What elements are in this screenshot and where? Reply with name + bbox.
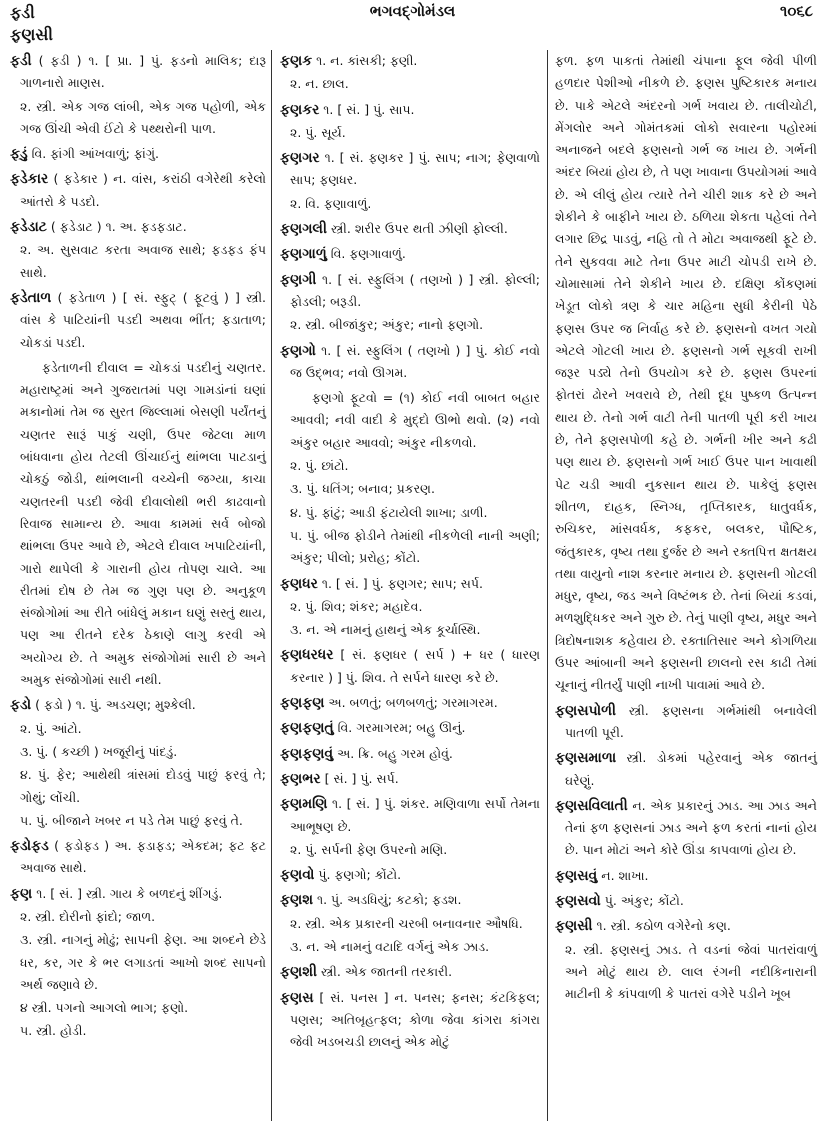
dictionary-entry [280, 692, 540, 714]
headword: ફણસવું [555, 867, 598, 884]
definition-text: [ સં. ફણધર ( સર્પ ) + ધર ( ધારણ કરનાર ) ] પું. શિવ. તે સર્પને ધારણ કરે છે. [290, 647, 540, 685]
headword: ફણગો [280, 342, 316, 359]
dictionary-entry [280, 50, 540, 72]
definition-text: ૨. પું. આંટો. [20, 720, 82, 736]
dictionary-entry [555, 915, 817, 937]
definition-text: ( ફડો ) ૧. પું. અડચણ; મુશ્કેલી. [31, 697, 196, 713]
definition-text: ૨. સ્ત્રી. બીજાંકુર; અંકુર; નાનો ફણગો. [290, 317, 484, 333]
headword: ફણભર [280, 770, 321, 787]
headword: ફણવો [280, 867, 315, 884]
definition-text: વિ. ફાંગી આંખવાળું; ફાંગું. [27, 146, 159, 162]
definition-text: ( ફડી ) ૧. [ પ્રા. ] પું. ફડનો માલિક; દારૂ ગાળનારો માણસ. [20, 53, 266, 91]
definition-text: ૨. વિ. ફણાવાળું. [290, 195, 372, 211]
page-number: ૧૦૬૮ [779, 2, 813, 20]
definition-text: ન. એક પ્રકારનું ઝાડ. આ ઝાડ અને તેનાં ફળ ફણસનાં ઝાડ અને ફળ કરતાં નાનાં હોય છે. પાન મોટાં અને કોરે ઊંડા કાપવાળાં હોય છે. [565, 797, 817, 858]
dictionary-entry [10, 50, 266, 95]
definition-text: ( ફડોફડ ) અ. ફડાફડ; એકદમ; ફટ ફટ અવાજ સાથે. [20, 838, 266, 876]
headword: ફણશ [280, 892, 313, 909]
entry-sense [10, 764, 266, 809]
headword: ફડેકાર [10, 171, 49, 188]
entry-sense [10, 96, 266, 141]
definition-text: ૩. પું. ( કચ્છી ) ખજૂરીનું પાંદડું. [20, 743, 178, 759]
definition-text: ૧. [ સં. ] પું. સાપ. [319, 101, 415, 117]
headword: ફણધર [280, 575, 318, 592]
entry-sense [280, 193, 540, 215]
definition-text: વિ. ફણગાવાળું. [326, 246, 406, 262]
entry-sense [280, 619, 540, 641]
guide-word-last: ફણસી [10, 25, 53, 44]
dictionary-entry [555, 890, 817, 912]
definition-text: ફડેતાળની દીવાલ = ચોકડાં પડદીનું ચણતર. મહારાષ્ટ્રમાં અને ગુજરાતમાં પણ ગામડાંનાં ઘણાં મકાનોમાં તેમ જ સુરત જિલ્લામાં બેસણી પર્યંતનું ચણતર સારૂં પાકું ચણી, ઉપર જેટલા માળ બાંધવાના હોય તેટલી ઊંચાઈનું થાંભલા પાટડાનું ચોકઠું જોડી, થાંભલાની વચ્ચેની જગ્યા, કાચા ચણતરની પડદી જેવી દીવાલોથી ભરી કાઢવાનો રિવાજ સામાન્ય છે. આવા કામમાં સર્વ બોજો થાંભલા ઉપર આવે છે, એટલે દીવાલ ખપાટિયાંની, ગારો થાપેલી કે ગારાની હોય તોપણ ચાલે. આ રીતમાં દોષ છે તેમ જ ગુણ પણ છે. અનુકૂળ સંજોગોમાં આ રીતે બાંધેલું મકાન ઘણું સસ્તું થાય, પણ આ રીતને દરેક ઠેકાણે લાગુ કરવી એ અયોગ્ય છે. તે અમુક સંજોગોમાં સારી છે અને અમુક સંજોગોમાં સારી નથી. [20, 359, 266, 688]
entry-sense [280, 502, 540, 524]
definition-text: અ. ક્રિ. બહુ ગરમ હોવું. [333, 745, 453, 761]
guide-word-first: ફડી [10, 3, 35, 22]
headword: ફણકર [280, 101, 320, 118]
definition-text: સ્ત્રી. એક જાતની તરકારી. [317, 964, 453, 980]
headword: ફણગર [280, 150, 320, 167]
dictionary-entry [280, 889, 540, 911]
entry-sense [280, 73, 540, 95]
definition-text: ન. શાખા. [597, 867, 649, 883]
headword: ફડોફડ [10, 838, 49, 855]
definition-text: સ્ત્રી. શરીર ઉપર થતી ઝીણી ફોલ્લી. [327, 221, 508, 237]
column-divider [271, 50, 272, 1121]
definition-text: ૧. [ સં. ફણકર ] પું. સાપ; નાગ; ફેણવાળો સાપ; ફણધર. [290, 150, 540, 188]
entry-sense [280, 913, 540, 935]
definition-text: ૨. પું. છાંટો. [290, 458, 349, 474]
dictionary-entry [555, 795, 817, 862]
definition-text: ૩. સ્ત્રી. નાગનું મોઢું; સાપની ફેણ. આ શબ્દને છેડે ધર, કર, ગર કે ભર લગાડતાં આખો શબ્દ સાપનો અર્થ જણાવે છે. [20, 932, 266, 992]
entry-sense [280, 596, 540, 618]
entry-sense [280, 122, 540, 144]
dictionary-entry [280, 644, 540, 689]
entry-sense [10, 718, 266, 740]
definition-text: ૨. અ. સુસવાટ કરતા અવાજ સાથે; ફડફડ ફંપ સાથે. [20, 242, 266, 280]
definition-text: ૧. [ સં. સ્ફુલિંગ ( તણખો ) ] સ્ત્રી. ફોલ્લી; ફોડલી; બરૂડી. [290, 271, 540, 309]
definition-text: અ. બળતું; બળબળતું; ગરમાગરમ. [324, 695, 498, 711]
dictionary-entry [280, 743, 540, 765]
dictionary-entry [10, 835, 266, 880]
definition-text: પું. ફણગો; કોંટો. [314, 867, 402, 883]
definition-text: ૪. પું. ફેર; આથેથી ત્રાંસમાં દોડવું પાછું ફરવું તે; ગોથું; લોંચી. [20, 767, 266, 805]
definition-text: ( ફડેતાળ ) [ સં. સ્ફુટ્ ( ફૂટવું ) ] સ્ત્રી. વાંસ કે પાટિયાંની પડદી અથવા ભીંત; ફડાતાળ; ચોકડાં પડદી. [20, 289, 266, 350]
definition-text: ૧. [ સં. ] પું. ફણગર; સાપ; સર્પ. [317, 575, 484, 591]
column-divider [547, 50, 548, 1121]
dictionary-entry [280, 961, 540, 983]
definition-text: ૧. ન. કાંસકી; ફણી. [312, 53, 418, 68]
definition-text: ૨. સ્ત્રી. દોરીનો ફાંદો; જાળ. [20, 908, 156, 924]
headword: ફણફણવું [280, 745, 334, 762]
definition-text: પું. અંકુર; કોંટો. [600, 892, 684, 908]
definition-text: ૩. ન. એ નામનું વટાદિ વર્ગનું એક ઝાડ. [290, 938, 490, 954]
definition-text: ૫. પું. બીજ ફોડીને તેમાંથી નીકળેલી નાની અણી; અંકુર; પીલો; પ્રરોહ; કોંટો. [290, 527, 540, 566]
headword: ફડેડાટ [10, 219, 47, 236]
headword: ફણગી [280, 271, 317, 288]
dictionary-entry [280, 99, 540, 121]
dictionary-entry [280, 864, 540, 886]
definition-text: [ સં. ] પું. સર્પ. [320, 770, 399, 786]
dictionary-entry [555, 865, 817, 887]
dictionary-entry [280, 147, 540, 192]
dictionary-entry [280, 269, 540, 314]
headword: ફણસપોળી [555, 702, 617, 719]
dictionary-entry [555, 700, 817, 745]
headword: ફડું [10, 146, 28, 163]
headword: ફણ [10, 885, 33, 902]
definition-text: વિ. ગરમાગરમ; બહુ ઊનું. [333, 720, 466, 736]
headword: ફણસવો [555, 892, 601, 909]
definition-text: ૧. [ સં. ] પું. શંકર. મણિવાળા સર્પો તેમના આભૂષણ છે. [290, 796, 540, 834]
definition-text: ૨. પું. સૂર્ય. [290, 124, 346, 140]
dictionary-entry [555, 747, 817, 792]
dictionary-entry [280, 340, 540, 385]
definition-text: ૧. સ્ત્રી. કઠોળ વગેરેનો કણ. [592, 918, 731, 934]
dictionary-entry [10, 168, 266, 213]
headword: ફણસમાળા [555, 750, 617, 767]
definition-text: ૨. પું. શિવ; શંકર; મહાદેવ. [290, 598, 423, 614]
entry-sense [280, 455, 540, 477]
entry-sense [10, 929, 266, 996]
headword: ફડેતાળ [10, 289, 52, 306]
headword: ફણફણતું [280, 720, 334, 737]
headword: ફણધરધર [280, 647, 334, 664]
definition-text: [ સં. પનસ ] ન. પનસ; ફનસ; કંટકિફલ; પણસ; અતિબૃહત્ફલ; કોળા જેવા કાંગરા કાંગરા જેવી ખડબચડી છાલનું એક મોટું [290, 989, 540, 1050]
headword: ફણફણ [280, 695, 325, 712]
headword: ફણગાળું [280, 246, 327, 263]
headword: ફણસ [280, 989, 314, 1006]
definition-text: ૪ સ્ત્રી. પગનો આગલો ભાગ; ફણો. [20, 1000, 189, 1016]
definition-text: ૫. સ્ત્રી. હોડી. [20, 1023, 87, 1039]
column-1 [10, 50, 266, 1046]
column-2 [280, 50, 540, 1056]
definition-text: ૨. સ્ત્રી. એક પ્રકારની ચરબી બનાવનાર ઔષધિ. [290, 915, 523, 931]
definition-text: ( ફડેકાર ) ન. વાંસ, કરાંઠી વગેરેથી કરેલો આંતરો કે પડદો. [20, 171, 266, 209]
dictionary-entry [280, 987, 540, 1054]
dictionary-entry [10, 883, 266, 905]
book-title: ભગવદ્ગોમંડલ [369, 2, 456, 20]
entry-sense [555, 939, 817, 1006]
definition-text: ૧. [ સં. ] સ્ત્રી. ગાય કે બળદનું શીંગડું. [32, 885, 223, 901]
definition-text: ૪. પું. ફાંટું; આડી ફંટાયેલી શાખા; ડાળી. [290, 504, 488, 520]
definition-text: ( ફડેડાટ ) ૧. અ. ફડફડાટ. [46, 219, 187, 235]
definition-text: ૩. પું. ધતિંગ; બનાવ; પ્રકરણ. [290, 481, 435, 497]
entry-sense [280, 525, 540, 570]
dictionary-entry [280, 793, 540, 838]
dictionary-entry [280, 218, 540, 240]
dictionary-entry [280, 717, 540, 739]
dictionary-entry [10, 694, 266, 716]
entry-sense [10, 741, 266, 763]
dictionary-entry [10, 287, 266, 354]
definition-text: ૩. ન. એ નામનું હાથનું એક કૂર્ચાસ્થિ. [290, 622, 481, 638]
entry-sense [280, 936, 540, 958]
entry-sense [10, 997, 266, 1019]
definition-text: ૨. સ્ત્રી. ફણસનું ઝાડ. તે વડનાં જેવાં પાતરાંવાળું અને મોટું થાય છે. લાલ રંગની નદીકિનારાની માટીની કે કાંપવાળી કે પાતરાં વગેરે પડીને ખૂબ [565, 941, 817, 1002]
headword: ફણગલી [280, 221, 328, 238]
definition-text: ૧. પું. અડધિયું; કટકો; ફડશ. [313, 892, 462, 908]
entry-sense [10, 906, 266, 928]
entry-sense [555, 50, 817, 697]
definition-text: ૨. પું. સર્પની ફેણ ઉપરનો મણિ. [290, 841, 448, 857]
dictionary-entry [280, 243, 540, 265]
definition-text: ૧. [ સં. સ્ફુલિંગ ( તણખો ) ] પું. કોઈ નવો જ ઉદ્ભવ; નવો ઊગમ. [290, 342, 540, 380]
usage-note [10, 357, 266, 691]
usage-note [280, 387, 540, 454]
headword: ફણસી [555, 918, 593, 935]
entry-sense [280, 478, 540, 500]
headword: ફણક [280, 53, 313, 69]
definition-text: ફણગો ફૂટવો = (૧) કોઈ નવી બાબત બહાર આવવી; નવી વાદી કે મુદ્દો ઊભો થવો. (૨) નવો અંકુર બહાર આવવો; અંકુર નીકળવો. [290, 390, 540, 450]
headword: ફડો [10, 697, 32, 714]
entry-sense [280, 839, 540, 861]
definition-text: ૫. પું. બીજાને ખબર ન પડે તેમ પાછું ફરવું તે. [20, 812, 243, 828]
entry-sense [10, 1020, 266, 1042]
definition-text: ૨. ન. છાલ. [290, 76, 349, 92]
headword: ફડી [10, 53, 32, 69]
headword: ફણશી [280, 964, 318, 981]
headword: ફણસવિલાતી [555, 797, 628, 814]
dictionary-entry [10, 143, 266, 165]
definition-text: સ્ત્રી. ફણસના ગર્ભમાંથી બનાવેલી પાતળી પૂરી. [565, 702, 817, 740]
entry-sense [10, 239, 266, 284]
entry-sense [10, 810, 266, 832]
definition-text: સ્ત્રી. ડોકમાં પહેરવાનું એક જાતનું ઘરેણું. [565, 750, 817, 788]
headword: ફણમણિ [280, 796, 328, 813]
definition-text: ફળ. ફળ પાકતાં તેમાંથી ચંપાના ફૂલ જેવી પીળી હળદાર પેશીઓ નીકળે છે. ફણસ પુષ્ટિકારક મનાય છે. પાકે એટલે અંદરનો ગર્ભ ખવાય છે. તાલીચોટી, મેંગલોર અને ગોમંતકમાં લોકો સવારના પહોરમાં અનાજને બદલે ફણસનો ગર્ભ જ ખાય છે. ગર્ભની અંદર બિયાં હોય છે, તે પણ ખાવાના ઉપયોગમાં આવે છે. એ લીલું હોય ત્યારે તેને ચીરી શાક કરે છે અને શેકીને કે બાફીને ખાય છે. ઠળિયા શેકતા પહેલાં તેને લગાર છિદ્ર પાડવું, નહિ તો તે મોટા અવાજથી ફૂટે છે. તેને સુકવવા માટે તેના ઉપર માટી ચોપડી રાખે છે. ચોમાસામાં તેને શેકીને ખાય છે. દક્ષિણ કોંકણમાં ખેડૂત લોકો ત્રણ કે ચાર મહિના સુધી કેરીની પેઠે ફણસ ઉપર જ નિર્વાહ કરે છે. ફણસનો વખત ગયો એટલે ગોટલી ખાય છે. ફણસનો ગર્ભ સૂકવી રાખી જરૂર પડ્યે તેનો ઉપયોગ કરે છે. ફણસ ઉપરનાં ફોતરાં ઢોરને ખવરાવે છે, તેથી દૂધ પુષ્કળ ઉત્પન્ન થાય છે. તેનો ગર્ભ વાટી તેની પાતળી પૂરી કરી ખાય છે, તેને ફણસપોળી કહે છે. ગર્ભની ખીર અને કઢી પણ થાય છે. ફણસનો ગર્ભ ખાઈ ઉપર પાન ખાવાથી પેટ ચડી આવી નુકસાન થાય છે. પાકેલું ફણસ શીતળ, દાહક, સ્નિગ્ધ, તૃપ્તિકારક, ધાતુવર્ધક, રુચિકર, માંસવર્ધક, કફકર, બલકર, પૌષ્ટિક, જંતુકારક, વૃષ્ય તથા દુર્જર છે અને રક્તપિત્ત ક્ષતક્ષય તથા વાયુનો નાશ કરનાર મનાય છે. ફણસની ગોટલી મધુર, વૃષ્ય, જડ અને વિષ્ટંભક છે. તેનાં બિયાં કડવાં, મળશુદ્ધિકર અને ગુરુ છે. તેનું પાણી વૃષ્ય, મધુર અને ત્રિદોષનાશક કહેવાય છે. રક્તાતિસાર અને કોગળિયા ઉપર આંબાની અને ફણસની છાલનો રસ કાઢી તેમાં ચૂનાનું નીતર્યું પાણી નાખી પાવામાં આવે છે. [555, 53, 817, 693]
entry-sense [280, 314, 540, 336]
column-3 [555, 50, 817, 1008]
dictionary-entry [10, 216, 266, 238]
definition-text: ૨. સ્ત્રી. એક ગજ લાંબી, એક ગજ પહોળી, એક ગજ ઊંચી એવી ઈંટો કે પથ્થરોની પાળ. [20, 98, 266, 136]
dictionary-entry [280, 573, 540, 595]
dictionary-entry [280, 768, 540, 790]
